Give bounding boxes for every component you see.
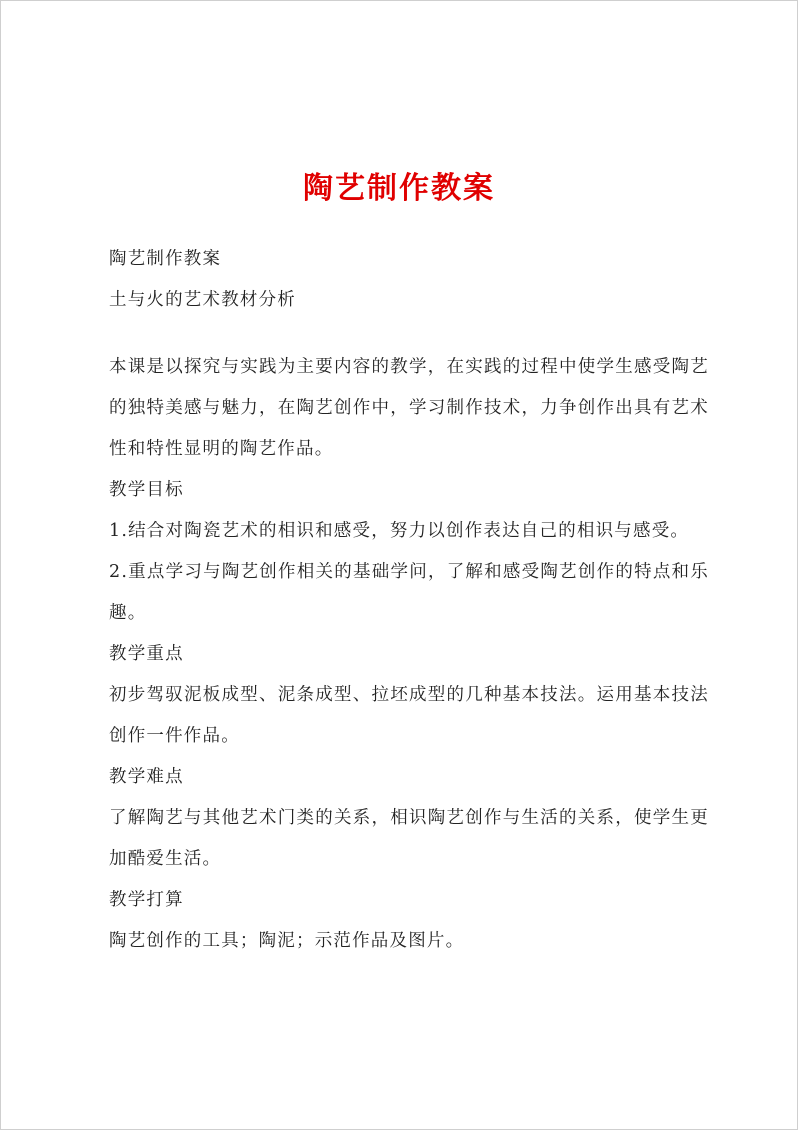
section-heading-objectives: 教学目标 <box>109 480 184 500</box>
key-points-paragraph: 初步驾驭泥板成型、泥条成型、拉坯成型的几种基本技法。运用基本技法创作一件作品。 <box>109 685 709 746</box>
document-title: 陶艺制作教案 <box>303 171 495 206</box>
objective-item-2: 2.重点学习与陶艺创作相关的基础学问，了解和感受陶艺创作的特点和乐趣。 <box>109 562 709 623</box>
subtitle-line: 陶艺制作教案 <box>109 249 222 269</box>
intro-paragraph: 本课是以探究与实践为主要内容的教学，在实践的过程中使学生感受陶艺的独特美感与魅力，在陶艺创作中，学习制作技术，力争创作出具有艺术性和特性显明的陶艺作品。 <box>109 357 709 459</box>
objective-item-1: 1.结合对陶瓷艺术的相识和感受，努力以创作表达自己的相识与感受。 <box>109 521 690 541</box>
section-heading-preparation: 教学打算 <box>109 890 184 910</box>
section-heading-difficulties: 教学难点 <box>109 767 184 787</box>
document-body <box>109 239 709 962</box>
preparation-paragraph: 陶艺创作的工具；陶泥；示范作品及图片。 <box>109 931 465 951</box>
section-heading-key-points: 教学重点 <box>109 644 184 664</box>
difficulties-paragraph: 了解陶艺与其他艺术门类的关系，相识陶艺创作与生活的关系，使学生更加酷爱生活。 <box>109 808 709 869</box>
analysis-heading: 土与火的艺术教材分析 <box>109 290 296 310</box>
paragraph-gap <box>109 321 709 347</box>
